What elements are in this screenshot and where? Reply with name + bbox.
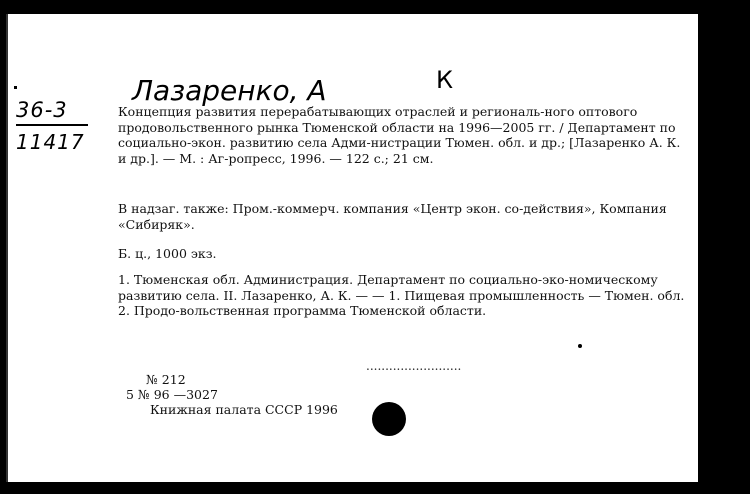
ink-blot (372, 402, 406, 436)
stamp-line-1: № 212 (146, 372, 186, 387)
shelfmark-bottom: 11417 (16, 130, 85, 154)
stamp-line-2: 5 № 96 —3027 (126, 387, 218, 402)
stamp-right-text: ......................... (366, 359, 462, 373)
author-handwritten: Лазаренко, А (132, 74, 327, 107)
ink-speck (14, 86, 17, 89)
card-edge (6, 14, 8, 482)
shelfmark-divider (16, 124, 88, 126)
bibliographic-description: Концепция развития перерабатывающих отраслей и региональ-ного оптового продовольственного рынка Тюменской области на 1996—2005 гг. / Департамент по социально-экон. развитию села Адми-нистрации Тюмен. обл. и др.; [Лазаренко А. К. и др.]. — М. : Аг-ропресс, 1996. — 122 с.; 21 см. (118, 104, 681, 166)
subject-headings: 1. Тюменская обл. Администрация. Департамент по социально-эко-номическому развитию села. II. Лазаренко, А. К. — — 1. Пищевая промышленность — Тюмен. обл. 2. Продо-вольственная программа Тюменской области. (118, 272, 685, 318)
note-paragraph: В надзаг. также: Пром.-коммерч. компания «Центр экон. со-действия», Компания «Сибиряк». (118, 201, 667, 232)
ink-dot (578, 344, 582, 348)
print-run: Б. ц., 1000 экз. (118, 246, 217, 261)
catalog-card (6, 14, 698, 482)
stamp-line-3: Книжная палата СССР 1996 (150, 402, 338, 417)
shelfmark-top: 36-3 (16, 98, 68, 122)
letter-handwritten: К (436, 66, 454, 94)
